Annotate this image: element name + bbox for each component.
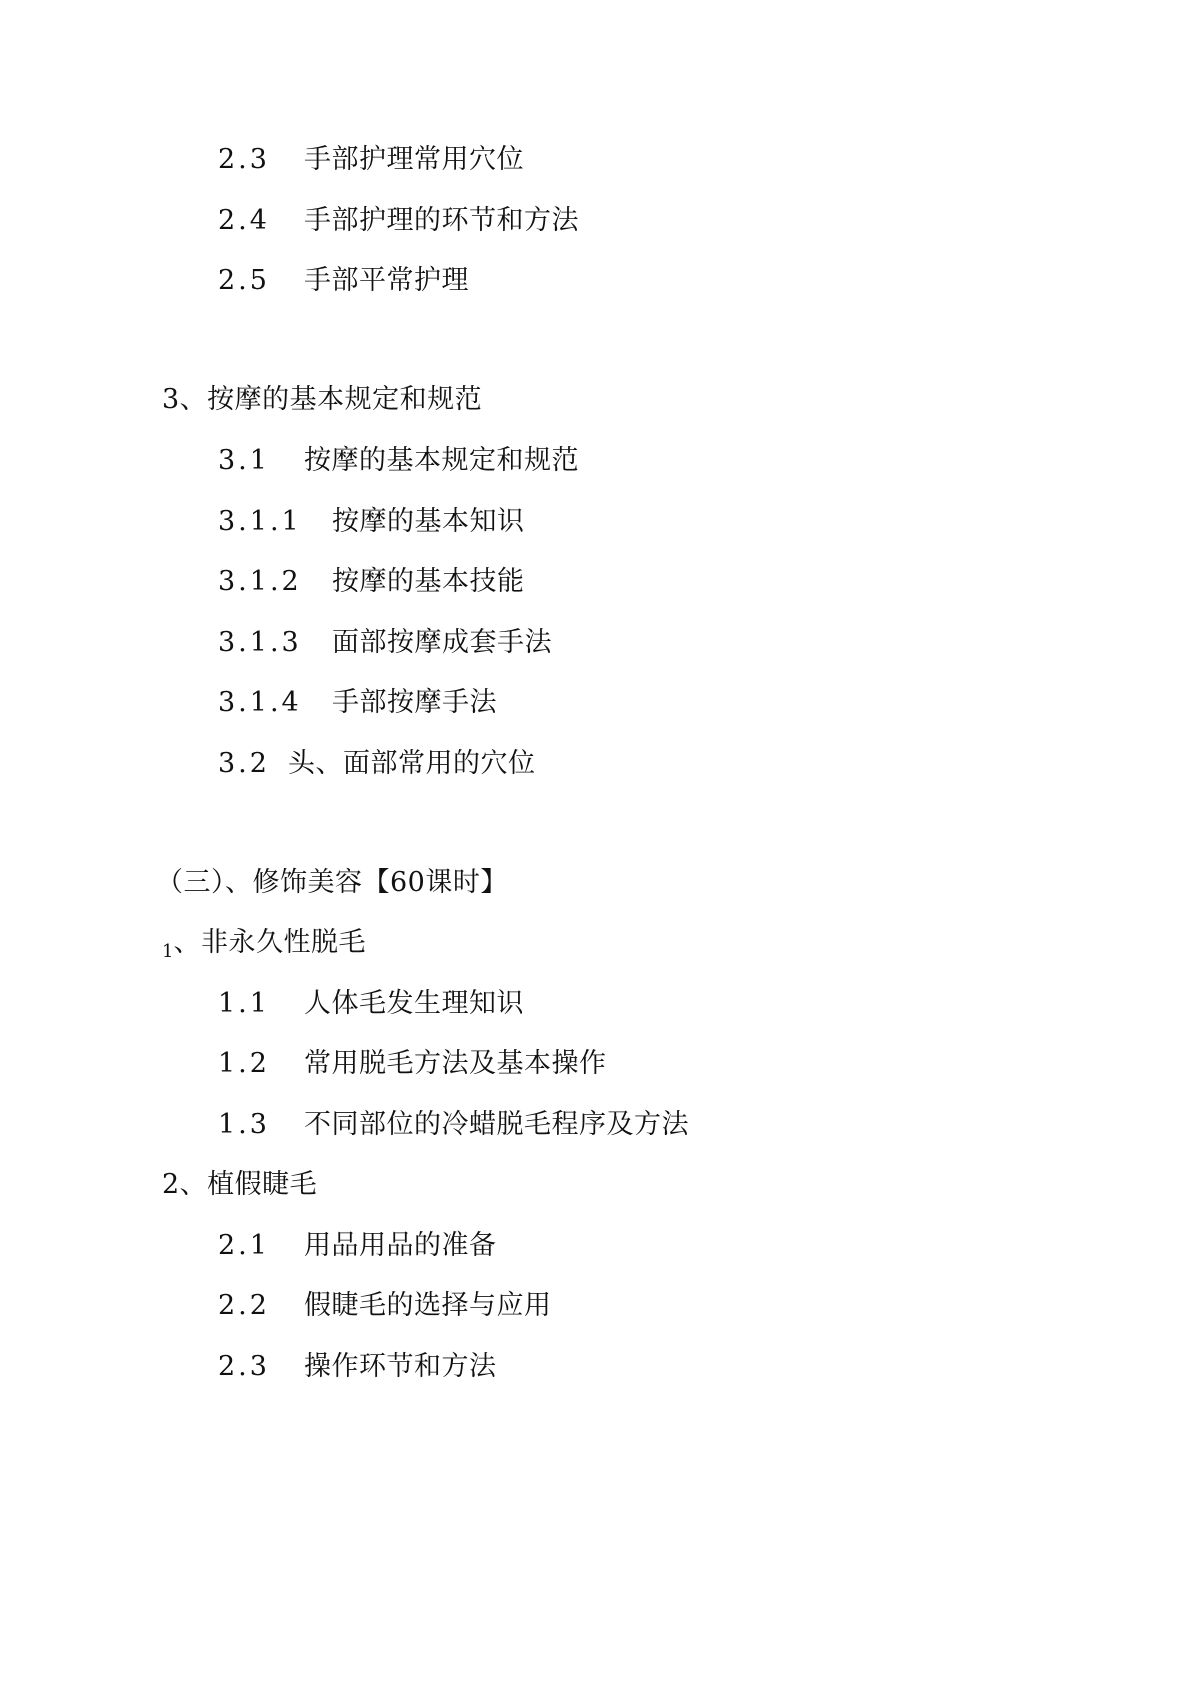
- outline-item-3-1-4: [218, 686, 497, 720]
- section-title: 3、按摩的基本规定和规范: [162, 384, 483, 415]
- section-title: 头、面部常用的穴位: [288, 748, 536, 779]
- part-heading-3: [156, 866, 508, 900]
- section-number: 3.1.3: [218, 627, 302, 658]
- section-number: 3.2: [218, 748, 270, 779]
- outline-item-3-1-1: [218, 505, 525, 539]
- section-title: 按摩的基本技能: [332, 566, 525, 597]
- section-number: 3.1.1: [218, 506, 302, 537]
- outline-item-1-3: [218, 1108, 689, 1142]
- section-number: 1.2: [218, 1048, 270, 1079]
- section-number: 3.1.4: [218, 687, 302, 718]
- section-title: 面部按摩成套手法: [332, 627, 552, 658]
- section-number: 1.3: [218, 1109, 270, 1140]
- section-number: 2.3: [218, 144, 270, 175]
- section-number: 1: [162, 941, 174, 962]
- section-number: 1.1: [218, 988, 270, 1019]
- outline-item-3-1-2: [218, 565, 525, 599]
- section-title: 用品用品的准备: [304, 1230, 497, 1261]
- section-title: 人体毛发生理知识: [304, 988, 524, 1019]
- outline-item-1-1: [218, 987, 524, 1021]
- section-number: 2.2: [218, 1290, 270, 1321]
- section-number: 2.1: [218, 1230, 270, 1261]
- outline-item-2-3: [218, 143, 524, 177]
- part-title: （三）、修饰美容【60课时】: [156, 867, 508, 898]
- outline-item-2-1: [218, 1229, 497, 1263]
- section-title: 手部护理常用穴位: [304, 144, 524, 175]
- section-title: 手部护理的环节和方法: [304, 205, 579, 236]
- outline-item-2-2: [218, 1289, 552, 1323]
- section-title: 手部按摩手法: [332, 687, 497, 718]
- section-title: 按摩的基本规定和规范: [304, 445, 579, 476]
- outline-item-2-4: [218, 204, 579, 238]
- section-number: 3.1: [218, 445, 270, 476]
- outline-item-3-1-3: [218, 626, 552, 660]
- section-title: 常用脱毛方法及基本操作: [304, 1048, 607, 1079]
- section-title: 2、植假睫毛: [162, 1169, 318, 1200]
- section-title: 操作环节和方法: [304, 1351, 497, 1382]
- section-number: 2.3: [218, 1351, 270, 1382]
- outline-item-2-3b: [218, 1350, 497, 1384]
- section-title: 按摩的基本知识: [332, 506, 525, 537]
- outline-heading-2: [162, 1168, 317, 1202]
- section-title: 、非永久性脱毛: [173, 927, 366, 958]
- section-number: 3.1.2: [218, 566, 302, 597]
- outline-item-3-1: [218, 444, 579, 478]
- outline-heading-1: [162, 926, 366, 969]
- section-title: 假睫毛的选择与应用: [304, 1290, 552, 1321]
- outline-item-1-2: [218, 1047, 607, 1081]
- section-number: 2.4: [218, 205, 270, 236]
- outline-heading-3: [162, 383, 482, 417]
- section-number: 2.5: [218, 265, 270, 296]
- outline-item-3-2: [218, 747, 536, 781]
- section-title: 不同部位的冷蜡脱毛程序及方法: [304, 1109, 689, 1140]
- section-title: 手部平常护理: [304, 265, 469, 296]
- outline-item-2-5: [218, 264, 469, 298]
